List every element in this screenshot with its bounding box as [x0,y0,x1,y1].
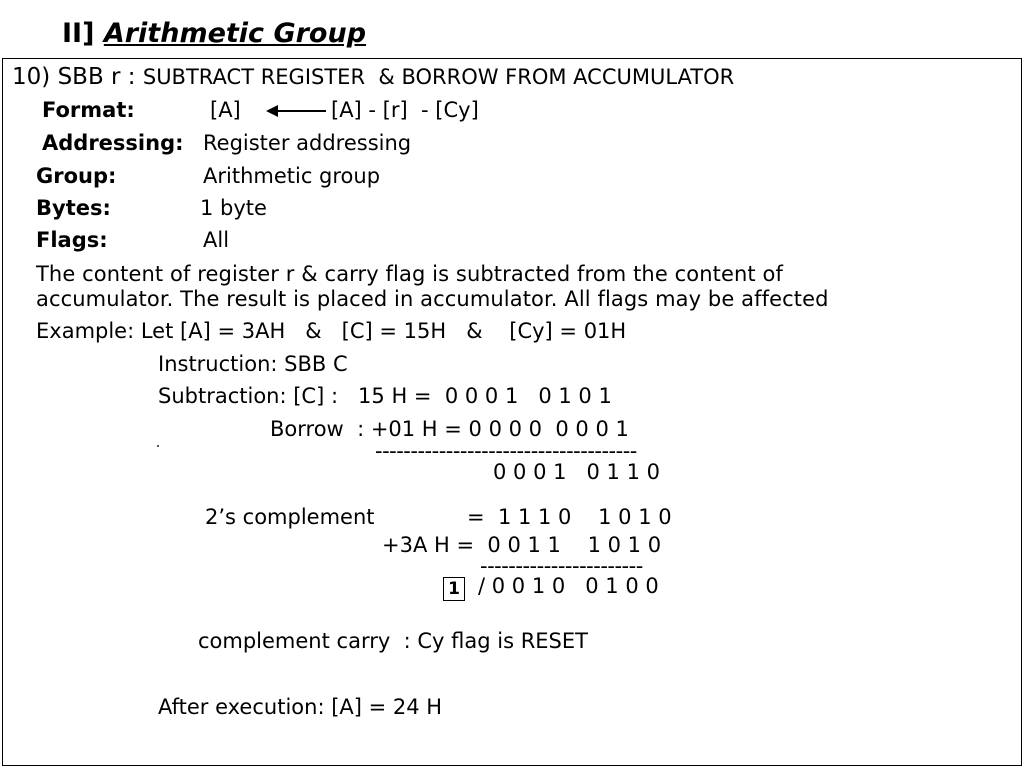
format-rhs: [A] - [r] - [Cy] [331,98,479,122]
final-result: / 0 0 1 0 0 1 0 0 [478,574,659,598]
flags-label: Flags: [36,228,108,252]
subtraction-line: Subtraction: [C] : 15 H = 0 0 0 1 0 1 0 1 [158,384,612,408]
borrow-line: Borrow : +01 H = 0 0 0 0 0 0 0 1 [270,417,629,441]
instruction-number: 10) [12,64,51,90]
bytes-label: Bytes: [36,196,111,220]
twos-complement-label: 2’s complement [205,505,375,529]
separator-dashes-1: ------------------------------------- [375,439,637,463]
description-line-1: The content of register r & carry flag is subtracted from the content of [36,262,783,286]
addressing-label: Addressing: [42,131,184,155]
intermediate-sum: 0 0 0 1 0 1 1 0 [493,460,660,484]
example-intro: Example: Let [A] = 3AH & [C] = 15H & [Cy] = 01H [36,319,627,343]
format-label: Format: [42,98,135,122]
instruction-mnemonic: SBB r : [57,64,136,90]
format-lhs: [A] [210,98,241,122]
carry-out-box: 1 [443,577,465,601]
addressing-value: Register addressing [203,131,412,155]
left-arrow-icon [266,103,328,119]
twos-complement-value: = 1 1 1 0 1 0 1 0 [467,505,672,529]
title-prefix: II] [62,18,95,49]
after-execution: After execution: [A] = 24 H [158,695,443,719]
slide-title [62,20,366,47]
description-line-2: accumulator. The result is placed in accumulator. All flags may be affected [36,287,829,311]
bytes-value: 1 byte [200,196,267,220]
instruction-description: SUBTRACT REGISTER & BORROW FROM ACCUMULATOR [142,65,735,89]
title-main: Arithmetic Group [103,18,367,49]
complement-carry-note: complement carry : Cy flag is RESET [198,629,588,653]
group-label: Group: [36,164,117,188]
plus-3a-line: +3A H = 0 0 1 1 1 0 1 0 [382,533,662,557]
flags-value: All [203,228,230,252]
separator-dashes-2: ----------------------- [480,554,643,578]
example-instruction: Instruction: SBB C [158,352,348,376]
instruction-heading [12,66,734,89]
content-box [2,58,1022,766]
group-value: Arithmetic group [203,164,381,188]
stray-dot [157,445,159,447]
